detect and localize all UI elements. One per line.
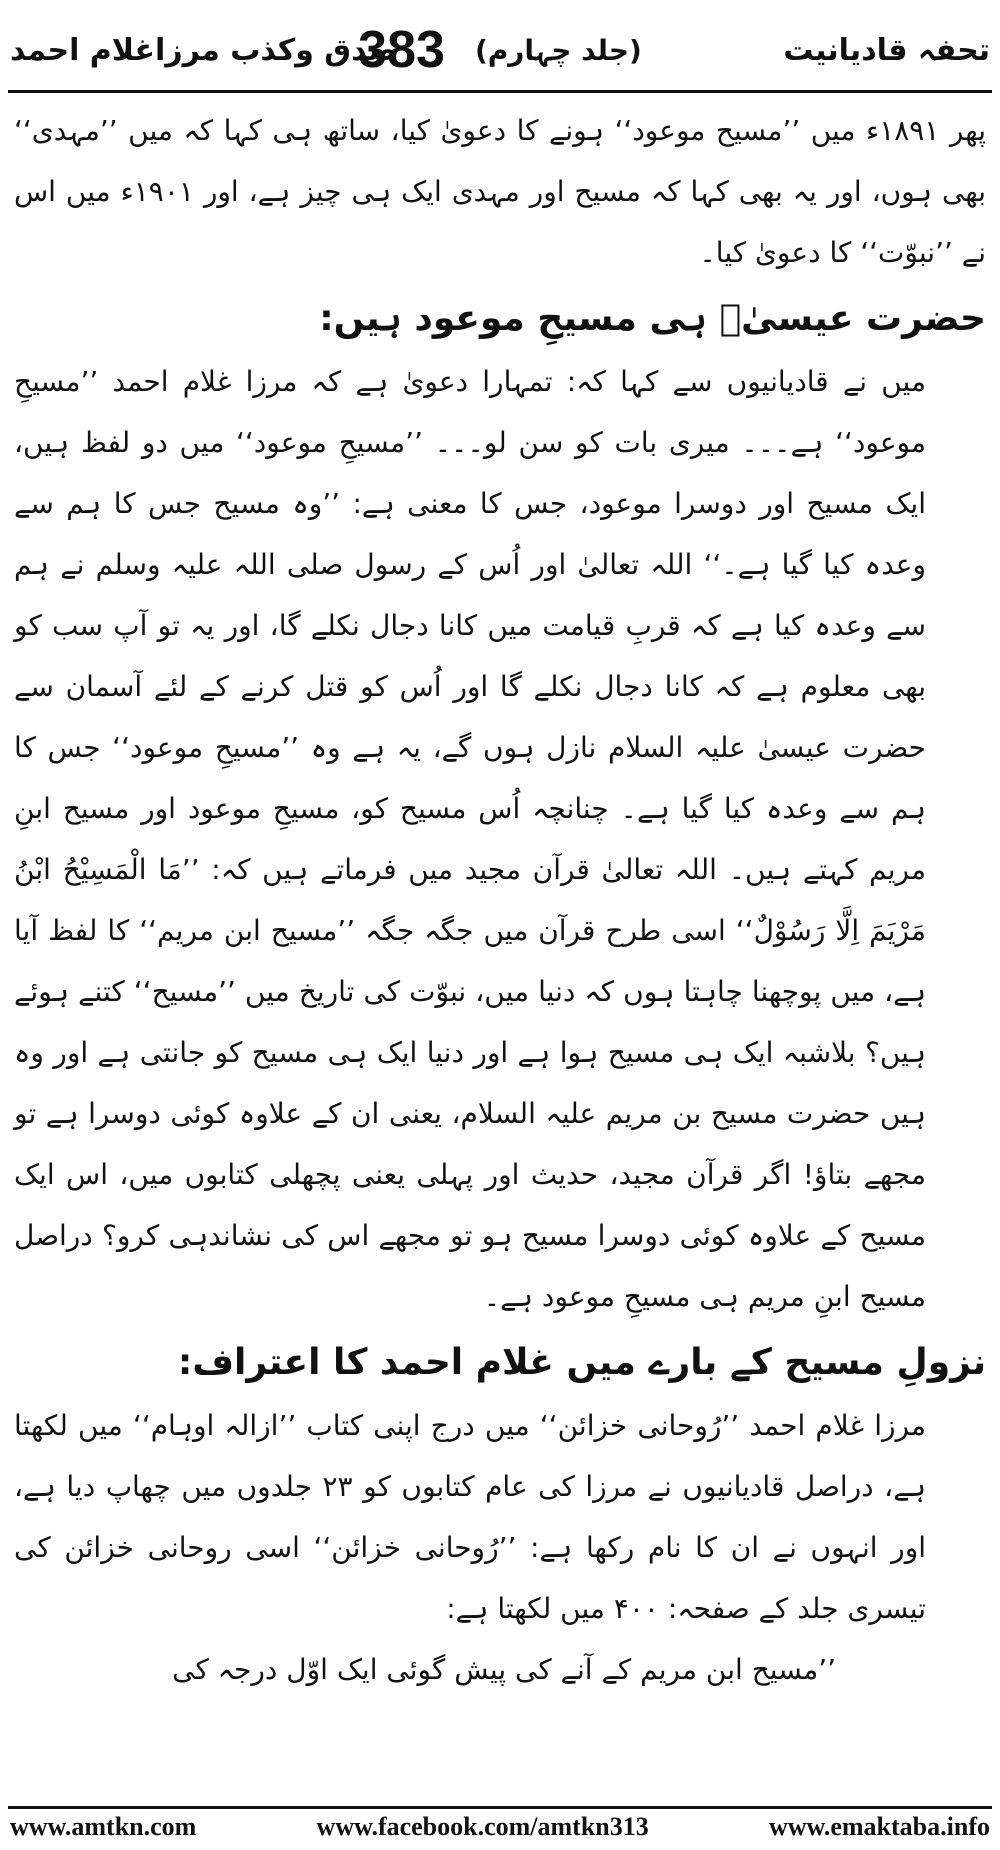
- paragraph-claims: پھر ۱۸۹۱ء میں ’’مسیح موعود‘‘ ہونے کا دعویٰ کیا، ساتھ ہی کہا کہ میں ’’مہدی‘‘ بھی ہوں، اور یہ بھی کہا کہ مسیح اور مہدی ایک ہی چیز ہے، اور ۱۹۰۱ء میں اس نے ’’نبوّت‘‘ کا دعویٰ کیا۔: [14, 114, 987, 269]
- footer-link-facebook: www.facebook.com/amtkn313: [316, 1812, 649, 1841]
- header-center: [358, 20, 642, 80]
- footer-link-amtkn: www.amtkn.com: [10, 1812, 197, 1841]
- footer-divider: [8, 1806, 992, 1809]
- page-body: [14, 100, 986, 1700]
- section-heading-promised-messiah: حضرت عیسیٰؑ ہی مسیحِ موعود ہیں:: [319, 298, 986, 339]
- header-divider: [8, 90, 992, 93]
- quotation-line: ’’مسیح ابن مریم کے آنے کی پیش گوئی ایک اوّل درجہ کی: [172, 1653, 836, 1686]
- page-number: 383: [358, 21, 445, 79]
- volume-label: (جلد چہارم): [474, 33, 642, 67]
- page-footer: [10, 1812, 990, 1842]
- chapter-title: صدق وکذب مرزاغلام احمد: [10, 32, 398, 68]
- book-title: تحفہ قادیانیت: [783, 32, 990, 68]
- page-header: [10, 18, 990, 82]
- section-heading-confession: نزولِ مسیح کے بارے میں غلام احمد کا اعتراف:: [177, 1342, 986, 1383]
- paragraph-ruhani-khazain: مرزا غلام احمد ’’رُوحانی خزائن‘‘ میں درج اپنی کتاب ’’ازالہ اوہام‘‘ میں لکھتا ہے، دراصل قادیانیوں نے مرزا کی عام کتابوں کو ۲۳ جلدوں میں چھاپ دیا ہے، اور انہوں نے ان کا نام رکھا ہے: ’’رُوحانی خزائن‘‘ اسی روحانی خزائن کی تیسری جلد کے صفحہ: ۴۰۰ میں لکھتا ہے:: [14, 1409, 926, 1625]
- paragraph-argument: میں نے قادیانیوں سے کہا کہ: تمہارا دعویٰ ہے کہ مرزا غلام احمد ’’مسیحِ موعود‘‘ ہے۔۔۔ میری بات کو سن لو۔۔۔ ’’مسیحِ موعود‘‘ میں دو لفظ ہیں، ایک مسیح اور دوسرا موعود، جس کا معنی ہے: ’’وہ مسیح جس کا ہم سے وعدہ کیا گیا ہے۔‘‘ اللہ تعالیٰ اور اُس کے رسول صلی اللہ علیہ وسلم نے ہم سے وعدہ کیا ہے کہ قربِ قیامت میں کانا دجال نکلے گا، اور یہ تو آپ سب کو بھی معلوم ہے کہ کانا دجال نکلے گا اور اُس کو قتل کرنے کے لئے آسمان سے حضرت عیسیٰ علیہ السلام نازل ہوں گے، یہ ہے وہ ’’مسیحِ موعود‘‘ جس کا ہم سے وعدہ کیا گیا ہے۔ چنانچہ اُس مسیح کو، مسیحِ موعود اور مسیح ابنِ مریم کہتے ہیں۔ اللہ تعالیٰ قرآن مجید میں فرماتے ہیں کہ: ’’مَا الْمَسِیْحُ ابْنُ مَرْیَمَ اِلَّا رَسُوْلٌ‘‘ اسی طرح قرآن میں جگہ جگہ ’’مسیح ابن مریم‘‘ کا لفظ آیا ہے، میں پوچھنا چاہتا ہوں کہ دنیا میں، نبوّت کی تاریخ میں ’’مسیح‘‘ کتنے ہوئے ہیں؟ بلاشبہ ایک ہی مسیح ہوا ہے اور دنیا ایک ہی مسیح کو جانتی ہے اور وہ ہیں حضرت مسیح بن مریم علیہ السلام، یعنی ان کے علاوہ کوئی دوسرا ہے تو مجھے بتاؤ! اگر قرآن مجید، حدیث اور پہلی یعنی پچھلی کتابوں میں، اس ایک مسیح کے علاوہ کوئی دوسرا مسیح ہو تو مجھے اس کی نشاندہی کرو؟ دراصل مسیح ابنِ مریم ہی مسیحِ موعود ہے۔: [14, 365, 926, 1313]
- footer-link-emaktaba: www.emaktaba.info: [768, 1812, 990, 1841]
